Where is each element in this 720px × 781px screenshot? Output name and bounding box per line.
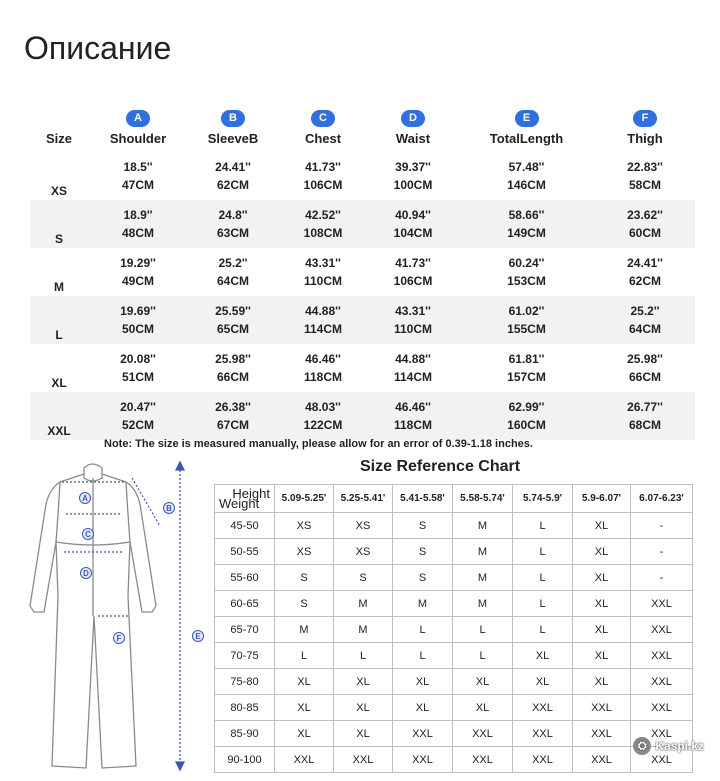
column-badge: B <box>221 110 245 127</box>
cm-value: 62CM <box>628 274 661 288</box>
recommended-size: - <box>631 539 693 565</box>
inch-value: 19.69'' <box>88 296 188 320</box>
recommended-size: XXL <box>513 747 573 773</box>
size-row-inch <box>30 344 695 368</box>
label-c: C <box>85 530 91 539</box>
cm-value: 65CM <box>188 320 278 344</box>
cm-value: 110CM <box>368 320 458 344</box>
recommended-size: M <box>453 513 513 539</box>
size-measurement-table <box>30 100 695 440</box>
reference-row <box>215 643 693 669</box>
recommended-size: XXL <box>334 747 393 773</box>
recommended-size: XL <box>573 539 631 565</box>
size-row-cm <box>30 416 695 440</box>
inch-value: 25.98'' <box>627 352 663 366</box>
recommended-size: XL <box>573 617 631 643</box>
cm-value: 155CM <box>458 320 595 344</box>
cm-value: 157CM <box>507 370 546 384</box>
recommended-size: XS <box>275 539 334 565</box>
recommended-size: XL <box>275 669 334 695</box>
recommended-size: XL <box>393 695 453 721</box>
recommended-size: XL <box>334 695 393 721</box>
size-row-cm <box>30 368 695 392</box>
cm-value: 66CM <box>216 370 249 384</box>
inch-value: 25.98'' <box>215 352 251 366</box>
cm-value: 64CM <box>595 320 695 344</box>
cm-value: 149CM <box>458 224 595 248</box>
cm-value: 114CM <box>278 320 368 344</box>
inch-value: 46.46'' <box>368 392 458 416</box>
recommended-size: XL <box>334 669 393 695</box>
recommended-size: - <box>631 513 693 539</box>
weight-range: 85-90 <box>215 721 275 747</box>
recommended-size: XXL <box>631 721 693 747</box>
size-row-cm <box>30 224 695 248</box>
page-title: Описание <box>24 30 172 66</box>
reference-table-body <box>215 513 693 773</box>
weight-range: 90-100 <box>215 747 275 773</box>
cm-value: 50CM <box>88 320 188 344</box>
inch-value: 46.46'' <box>305 352 341 366</box>
recommended-size: XL <box>573 669 631 695</box>
height-range-header: 5.25-5.41' <box>334 485 393 513</box>
cm-value: 110CM <box>303 274 343 288</box>
cm-value: 100CM <box>393 178 433 192</box>
kaspi-watermark <box>633 737 704 755</box>
reference-row <box>215 617 693 643</box>
label-a-marker <box>80 493 91 504</box>
cm-value: 60CM <box>595 224 695 248</box>
inch-value: 24.41'' <box>627 256 663 270</box>
cm-value: 118CM <box>303 370 343 384</box>
recommended-size: XXL <box>573 721 631 747</box>
reference-row <box>215 513 693 539</box>
label-b: B <box>166 504 172 513</box>
label-d-marker <box>81 568 92 579</box>
inch-value: 26.38'' <box>188 392 278 416</box>
inch-value: 20.47'' <box>88 392 188 416</box>
size-header: Size <box>45 131 72 146</box>
recommended-size: S <box>334 565 393 591</box>
column-label: Waist <box>395 131 431 146</box>
cm-value: 51CM <box>121 370 154 384</box>
size-row-inch <box>30 296 695 320</box>
recommended-size: M <box>275 617 334 643</box>
cm-value: 49CM <box>121 274 154 288</box>
cm-value: 106CM <box>393 274 433 288</box>
inch-value: 61.81'' <box>508 352 545 366</box>
column-badge: C <box>311 110 335 127</box>
recommended-size: XXL <box>453 747 513 773</box>
inch-value: 48.03'' <box>278 392 368 416</box>
cm-value: 104CM <box>368 224 458 248</box>
size-label: XS <box>50 184 67 198</box>
inch-value: 58.66'' <box>458 200 595 224</box>
reference-row <box>215 721 693 747</box>
recommended-size: L <box>393 643 453 669</box>
jumpsuit-diagram <box>22 456 217 776</box>
reference-row <box>215 695 693 721</box>
cm-value: 114CM <box>393 370 433 384</box>
size-reference-table <box>214 484 693 773</box>
weight-range: 55-60 <box>215 565 275 591</box>
recommended-size: XL <box>573 565 631 591</box>
cm-value: 122CM <box>278 416 368 440</box>
recommended-size: M <box>453 565 513 591</box>
column-badge: F <box>633 110 657 127</box>
height-weight-corner <box>215 485 275 513</box>
weight-range: 60-65 <box>215 591 275 617</box>
weight-range: 75-80 <box>215 669 275 695</box>
weight-range: 80-85 <box>215 695 275 721</box>
cm-value: 52CM <box>88 416 188 440</box>
reference-row <box>215 539 693 565</box>
cm-value: 63CM <box>188 224 278 248</box>
recommended-size: XXL <box>393 747 453 773</box>
recommended-size: S <box>393 513 453 539</box>
label-d: D <box>83 569 89 578</box>
inch-value: 61.02'' <box>458 296 595 320</box>
column-header <box>368 100 458 152</box>
label-e: E <box>195 632 201 641</box>
recommended-size: M <box>334 617 393 643</box>
column-label: Shoulder <box>109 131 167 146</box>
height-range-header: 5.41-5.58' <box>393 485 453 513</box>
inch-value: 44.88'' <box>278 296 368 320</box>
size-row-cm <box>30 176 695 200</box>
reference-row <box>215 669 693 695</box>
recommended-size: L <box>513 565 573 591</box>
recommended-size: L <box>453 617 513 643</box>
height-range-header: 5.74-5.9' <box>513 485 573 513</box>
inch-value: 18.5'' <box>123 160 153 174</box>
size-row-inch <box>30 248 695 272</box>
cm-value: 146CM <box>507 178 546 192</box>
size-row-cm <box>30 272 695 296</box>
recommended-size: S <box>393 565 453 591</box>
measurement-lines <box>62 478 160 616</box>
height-range-header: 5.9-6.07' <box>573 485 631 513</box>
recommended-size: XL <box>275 695 334 721</box>
column-header <box>188 100 278 152</box>
recommended-size: M <box>393 591 453 617</box>
size-row-inch <box>30 392 695 416</box>
inch-value: 24.8'' <box>188 200 278 224</box>
reference-row <box>215 747 693 773</box>
weight-range: 45-50 <box>215 513 275 539</box>
kaspi-logo-icon: ⛭ <box>633 737 651 755</box>
size-row-cm <box>30 320 695 344</box>
recommended-size: XL <box>573 643 631 669</box>
watermark-text: Kaspi.kz <box>655 739 704 753</box>
height-range-header: 5.09-5.25' <box>275 485 334 513</box>
size-label: L <box>30 296 88 344</box>
reference-row <box>215 565 693 591</box>
column-header <box>458 100 595 152</box>
inch-value: 26.77'' <box>595 392 695 416</box>
recommended-size: XL <box>513 669 573 695</box>
inch-value: 23.62'' <box>595 200 695 224</box>
recommended-size: XXL <box>573 695 631 721</box>
recommended-size: S <box>275 591 334 617</box>
height-range-header: 5.58-5.74' <box>453 485 513 513</box>
column-badge: D <box>401 110 425 127</box>
label-a: A <box>82 494 88 503</box>
recommended-size: XXL <box>631 695 693 721</box>
measurement-note: Note: The size is measured manually, please allow for an error of 0.39-1.18 inches. <box>104 438 533 450</box>
recommended-size: XXL <box>631 617 693 643</box>
recommended-size: XL <box>334 721 393 747</box>
recommended-size: XXL <box>631 643 693 669</box>
inch-value: 20.08'' <box>120 352 156 366</box>
cm-value: 68CM <box>595 416 695 440</box>
inch-value: 18.9'' <box>88 200 188 224</box>
size-table-body <box>30 152 695 440</box>
recommended-size: XXL <box>631 669 693 695</box>
inch-value: 19.29'' <box>120 256 156 270</box>
recommended-size: L <box>513 617 573 643</box>
inch-value: 25.2'' <box>218 256 248 270</box>
recommended-size: S <box>275 565 334 591</box>
size-label: XXL <box>30 392 88 440</box>
label-e-marker <box>193 631 204 642</box>
cm-value: 160CM <box>458 416 595 440</box>
recommended-size: L <box>513 591 573 617</box>
column-badge: E <box>515 110 539 127</box>
height-range-header: 6.07-6.23' <box>631 485 693 513</box>
recommended-size: M <box>334 591 393 617</box>
recommended-size: XXL <box>631 591 693 617</box>
size-label: M <box>54 280 64 294</box>
jumpsuit-outline <box>30 464 156 768</box>
inch-value: 60.24'' <box>508 256 545 270</box>
recommended-size: XS <box>334 513 393 539</box>
column-label: Thigh <box>627 131 663 146</box>
inch-value: 25.2'' <box>595 296 695 320</box>
corner-height-label: Height <box>232 486 270 501</box>
weight-range: 50-55 <box>215 539 275 565</box>
recommended-size: S <box>393 539 453 565</box>
cm-value: 64CM <box>216 274 249 288</box>
cm-value: 118CM <box>368 416 458 440</box>
label-c-marker <box>83 529 94 540</box>
recommended-size: M <box>453 591 513 617</box>
recommended-size: XL <box>393 669 453 695</box>
recommended-size: XXL <box>513 695 573 721</box>
recommended-size: XL <box>275 721 334 747</box>
cm-value: 67CM <box>188 416 278 440</box>
inch-value: 43.31'' <box>305 256 341 270</box>
cm-value: 48CM <box>88 224 188 248</box>
size-row-inch <box>30 200 695 224</box>
inch-value: 22.83'' <box>627 160 663 174</box>
weight-range: 65-70 <box>215 617 275 643</box>
column-header <box>278 100 368 152</box>
recommended-size: L <box>453 643 513 669</box>
weight-range: 70-75 <box>215 643 275 669</box>
recommended-size: XXL <box>513 721 573 747</box>
inch-value: 25.59'' <box>188 296 278 320</box>
recommended-size: XS <box>334 539 393 565</box>
size-label: S <box>30 200 88 248</box>
inch-value: 57.48'' <box>508 160 545 174</box>
column-label: Chest <box>304 131 342 146</box>
recommended-size: XXL <box>631 747 693 773</box>
cm-value: 47CM <box>121 178 154 192</box>
column-label: SleeveB <box>207 131 259 146</box>
recommended-size: XL <box>453 695 513 721</box>
cm-value: 62CM <box>216 178 249 192</box>
inch-value: 39.37'' <box>395 160 431 174</box>
label-b-marker <box>164 503 175 514</box>
recommended-size: M <box>453 539 513 565</box>
reference-row <box>215 591 693 617</box>
recommended-size: L <box>393 617 453 643</box>
inch-value: 41.73'' <box>395 256 431 270</box>
recommended-size: L <box>513 539 573 565</box>
total-length-arrow <box>176 462 184 770</box>
label-f: F <box>116 634 122 643</box>
recommended-size: XL <box>573 591 631 617</box>
inch-value: 40.94'' <box>368 200 458 224</box>
recommended-size: XS <box>275 513 334 539</box>
recommended-size: - <box>631 565 693 591</box>
recommended-size: XXL <box>453 721 513 747</box>
label-f-marker <box>114 633 125 644</box>
inch-value: 41.73'' <box>305 160 341 174</box>
recommended-size: XL <box>573 513 631 539</box>
cm-value: 153CM <box>507 274 546 288</box>
inch-value: 44.88'' <box>395 352 431 366</box>
size-table-header <box>30 100 695 152</box>
inch-value: 42.52'' <box>278 200 368 224</box>
reference-header-row <box>215 485 693 513</box>
recommended-size: XXL <box>275 747 334 773</box>
recommended-size: L <box>275 643 334 669</box>
size-label: XL <box>51 376 67 390</box>
column-badge: A <box>126 110 150 127</box>
inch-value: 43.31'' <box>368 296 458 320</box>
recommended-size: XXL <box>393 721 453 747</box>
recommended-size: XL <box>513 643 573 669</box>
recommended-size: L <box>513 513 573 539</box>
recommended-size: XL <box>453 669 513 695</box>
recommended-size: XXL <box>573 747 631 773</box>
column-header <box>88 100 188 152</box>
column-label: TotalLength <box>489 131 564 146</box>
cm-value: 66CM <box>628 370 661 384</box>
inch-value: 62.99'' <box>458 392 595 416</box>
corner-weight-label: Weight <box>219 496 260 511</box>
cm-value: 58CM <box>628 178 661 192</box>
column-header <box>595 100 695 152</box>
inch-value: 24.41'' <box>215 160 251 174</box>
cm-value: 108CM <box>278 224 368 248</box>
reference-chart-title: Size Reference Chart <box>360 458 521 475</box>
recommended-size: L <box>334 643 393 669</box>
cm-value: 106CM <box>303 178 343 192</box>
size-row-inch <box>30 152 695 176</box>
